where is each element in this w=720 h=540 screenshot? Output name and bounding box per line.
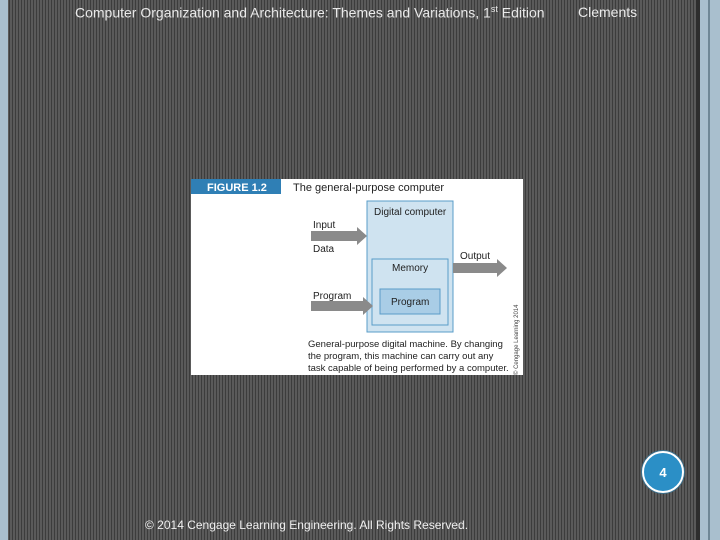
header-title-end: Edition <box>497 4 545 21</box>
header-title-sup: st <box>490 4 498 14</box>
figure-copyright-vertical: © Cengage Learning 2014 <box>514 304 520 375</box>
left-edge-bar <box>0 0 8 540</box>
footer-copyright: © 2014 Cengage Learning Engineering. All Rights Reserved. <box>145 518 469 532</box>
header-title-main: Computer Organization and Architecture: Themes and Variations, 1 <box>75 4 491 21</box>
slide-header-author: Clements <box>578 4 638 20</box>
page-number-badge: 4 <box>642 451 684 493</box>
figure-label: FIGURE 1.2 <box>207 182 267 194</box>
figure-image <box>191 179 523 375</box>
memory-label: Memory <box>392 263 429 274</box>
digital-computer-label: Digital computer <box>374 207 447 218</box>
figure-caption-line1: General-purpose digital machine. By changing <box>308 339 503 350</box>
data-label: Data <box>313 244 335 255</box>
input-label: Input <box>313 220 336 231</box>
figure-caption-line2: the program, this machine can carry out any <box>308 351 494 362</box>
figure-caption-line3: task capable of being performed by a computer. <box>308 363 509 374</box>
right-edge-bar <box>696 0 720 540</box>
figure-title: The general-purpose computer <box>293 182 445 194</box>
program-input-label: Program <box>313 291 352 302</box>
program-box-label: Program <box>391 297 430 308</box>
output-label: Output <box>460 251 491 262</box>
slide-header-title <box>75 4 545 21</box>
